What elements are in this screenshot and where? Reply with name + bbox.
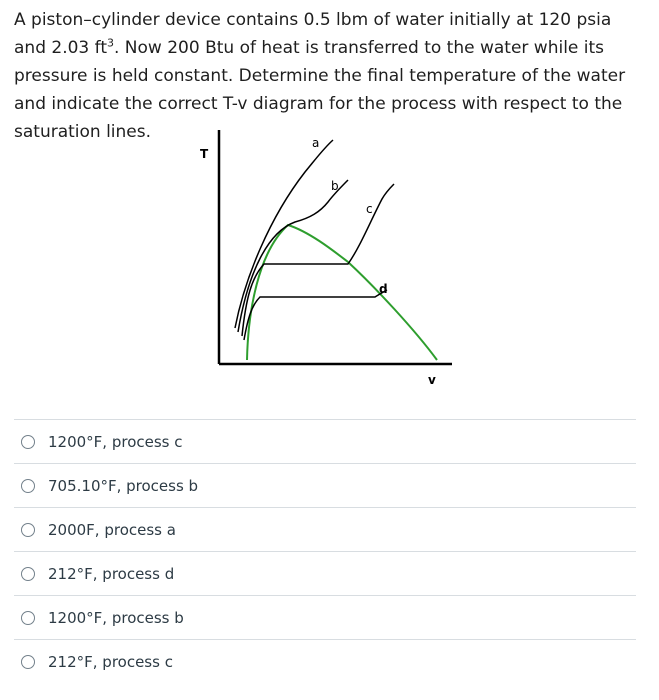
radio-button[interactable] [21,611,35,625]
x-axis-label: v [428,373,436,387]
answer-option[interactable] [14,552,636,596]
answer-label: 1200°F, process c [48,432,183,451]
curve-label-b: b [331,179,339,193]
answer-option[interactable] [14,508,636,552]
curve-label-c: c [366,202,373,216]
process-curve-d [244,290,387,340]
process-curve-b [238,180,348,332]
curve-label-d: d [379,282,388,296]
answer-label: 212°F, process c [48,652,173,671]
answer-option[interactable] [14,464,636,508]
answer-label: 2000F, process a [48,520,176,539]
t-v-diagram [190,122,460,392]
radio-button[interactable] [21,655,35,669]
answer-list [14,419,636,683]
saturation-dome [247,225,437,360]
process-curve-a [235,140,333,328]
question-text-part1: A piston–cylinder device contains 0.5 lbm of water initially at 120 psia and 2.03 ft [14,10,612,58]
radio-button[interactable] [21,435,35,449]
curve-label-a: a [312,136,320,150]
radio-button[interactable] [21,523,35,537]
answer-label: 705.10°F, process b [48,476,199,495]
answer-option[interactable] [14,640,636,683]
answer-option[interactable] [14,596,636,640]
radio-button[interactable] [21,567,35,581]
y-axis-label: T [200,147,209,161]
question-text-part2: . Now 200 Btu of heat is transferred to the water while its pressure is held constant. Determine the final temperature of the water and indicate the correct T-v diagram for the process with respect to the saturation lines. [14,38,626,142]
answer-label: 1200°F, process b [48,608,184,627]
question-superscript: 3 [107,36,114,50]
answer-option[interactable] [14,420,636,464]
answer-label: 212°F, process d [48,564,175,583]
radio-button[interactable] [21,479,35,493]
